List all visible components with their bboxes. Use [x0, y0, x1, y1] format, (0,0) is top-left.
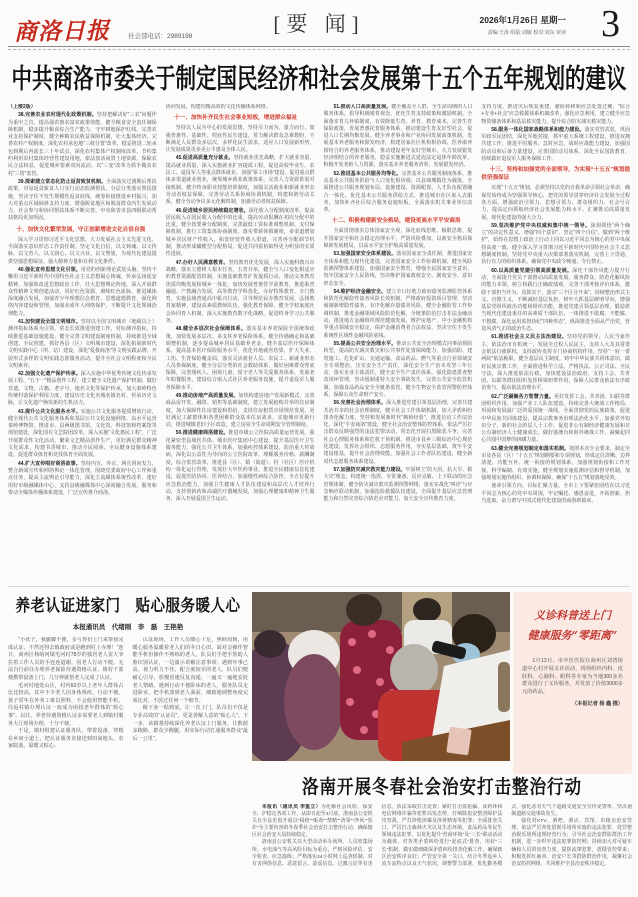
- article-column-2: [166, 104, 315, 584]
- security-byline: 本报讯（通讯员 李重立）: [261, 805, 321, 810]
- date-line: 2026年1月26日 星期一: [479, 15, 566, 25]
- numbered-item: 61.推进社会主义民主法治建设。坚持党的领导、人民当家作主、依法治市有机统一，发展全过程人民民主，支持人大及其常委会依法行使职权，支持政协发挥专门协商机构作用，坚持“一府一委两院”依法履职，健全基层民主制度，铸牢中华民族共同体意识，做好民族宗教工作，全面推进科学立法、严格执法、公正司法、全民守法，深入推进依法行政，加快建设法治政府，支持工会、共青团、妇联等群团组织发挥桥梁纽带作用，保障人民群众依法有序政治参与，提高依法治理水平。: [481, 334, 630, 392]
- numbered-item: 53.加强国家安全体系建设。落实国家安全责任制，推进国家安全体系和能力现代化建设，完善国家安全工作协调机制，健全风险监测预警体系建设，加强国家安全教育，增强全民国家安全意识，筑牢国家安全人民防线，坚决维护国家政权安全、制度安全、意识形态安全。: [323, 251, 473, 287]
- item-lead: 63.健全完善规划制定和落实机制。: [491, 445, 570, 452]
- masthead-rule-solid: [8, 46, 630, 47]
- item-lead: 41.加快建设全国文明城市。: [18, 319, 81, 326]
- item-lead: 55.提高公共安全治理水平。: [333, 340, 397, 347]
- item-lead: 56.完善社会治理体系。: [333, 400, 387, 407]
- numbered-item: 52.推进基本公共服务均等化。完善基本公共服务制度体系，推动基本公共服务供给与人口变化相协调，以县域城镇化为载体，全面推进公共服务规划布局、设施建设、资源配置、人才队伍配置融合一体化，优化基本公共服务供给方式，推进城市社区嵌入式服务，加快补齐社区综合服务设施短板，全面落实机关事业单位改革。: [323, 170, 473, 214]
- item-lead: 53.加强国家安全体系建设。: [333, 251, 397, 258]
- item-lead: 40.强化宣传思想文化引领。: [18, 266, 81, 273]
- bottom-section-divider: [8, 586, 630, 587]
- numbered-item: 46.促进城乡居民持续稳定增收。深化收入分配制度改革，提高居民收入在国民收入分配中的比重，提高劳动报酬在初次分配中的比重，健全按要素分配制度，完善最低工资标准调整机制、支付保障机制，推行工资集体协商制度，落实带薪休假制度，多渠道增加城乡居民财产性收入，拓宽经营性收入渠道，完善再分配调节机制，推动形成橄榄型分配格局，促进共同富裕取得更为明显的实质性进展。: [165, 207, 315, 258]
- paragraph: 协同发展，构建均衡高效的文化传播体系网络。: [165, 104, 271, 110]
- numbered-item: 47.办好人民满意教育。坚持教育优先发展，深入实施科教兴市战略，落实立德树人根本任务，五育并举，健全与人口变化相适应的教育资源配置机制，实施基础教育扩优提质行动，推动义务教育优质均衡发展和城乡一体化，加快发展普惠性学前教育，推进职普融通、产教融合发展，高等教育学科优化，办好特殊教育、专门教育，实施县域普通高中振兴行动，引导规范民办教育发展，弘扬教育家精神，建设高素质教师队伍，强化教育保障，健全学校家庭社会协同育人机制，深入实施教育数字化战略，促进终身学习公共服务。: [165, 259, 315, 325]
- numbered-item: 63.健全完善规划制定和落实机制。按照本次全会要求，制定全市及各县（区）“十五五”规划纲要和专项规划，形成定位清晰、边界清楚、功能互补、统一衔接的规划体系，加强规划衔接和工作对接，科学编制、有效实施，健全规划实施监测评估和督导机制，加强规划实施的组织、协调和保障，确保“十五五”规划落地见效。: [481, 445, 630, 481]
- paragraph: （上接2版）: [8, 104, 36, 110]
- numbered-item: 59.坚决维护党中央权威和集中统一领导。深刻领悟“两个确立”的决定性意义，增强“四个意识”、坚定“四个自信”、做到“两个维护”，始终在思想上政治上行动上同以习近平同志为核心的党中央保持高度一致，健全深入学习贯彻习近平新时代中国特色社会主义思想制度机制，坚持党中央重大决策部署落实机制，完善上下贯通、执行有力的组织体系，确保党中央政令畅通、令行禁止。: [481, 222, 630, 266]
- item-lead: 46.促进城乡居民持续稳定增收。: [175, 207, 249, 214]
- staff-credits: 责编:王涛 组版:刘敏 校对:刘东 审读: [487, 30, 566, 36]
- care-paragraph: 认证现场，工作人员细心十足，照顾周到，用暖心服务温暖着老人们的冬日心田。面对会操作智能手机但操作不熟练的老人，队员们手把手帮助人脸识别认证，一边演示讲解注意事项；遇到年事已高、视力听力不佳、配合度较差的老人，队员们便耐心引导、放慢语速反复沟通，一遍又一遍地安抚老人情绪。遇到行动不便卧床的老人，服务队员走进卧室，把手机凑到老人面前，细致地调整角度完成比对，不放过任何一个细节。: [132, 637, 248, 704]
- numbered-item: 48.健全多层次社会保障体系。落实基本养老保险全国统筹政策，加快发展多层次、多支柱养老保险体系，健全待遇确定和基础调整机制，逐步提高城乡居民基础养老金，健全基层医疗保障体系，提高基本医疗保险服务水平，优化异地就医结算，扩大失业、工伤、生育保险覆盖面，落实灵活就业人员、农民工、新就业形态人员参保制度，健全分层分类的社会救助体系，做好困难群众兜底保障，完善残疾人、困境儿童、留守老人等关爱服务体系，发展老年助餐服务，建设综合嵌入式社区养老服务设施，提升退役军人服务保障水平。: [165, 326, 315, 391]
- masthead-phone: 社会部电话：2989198: [128, 33, 193, 40]
- item-lead: 58.服务一体化国家战略体系和能力建设。: [491, 126, 585, 133]
- item-lead: 48.健全多层次社会保障体系。: [175, 326, 247, 333]
- item-lead: 57.加强防灾减灾救灾能力建设。: [333, 466, 406, 473]
- section-heading: 十二、积极构建新安全格局，建设更高水平平安商洛: [331, 218, 461, 225]
- paragraph: 实现“十五五”规划，必须坚持以党的自我革命引领社会革命，确保党始终成为坚强领导核心，把党的领导贯穿经济社会发展全过程各方面，增强政治引领力、思想引领力、群众组织力、社会号召力，提高定向领航经济社会发展能力和水平，汇聚推动高质量发展、现代化建设的强大合力。: [481, 185, 630, 221]
- numbered-item: 56.完善社会治理体系。深入推进党建引领基层治理，完善共建共治共享的社会治理制度，健全社会工作体制机制，加大矛盾纠纷排查化解力度，坚持和发展新时代“枫桥经验”，推进信访工作法治化，深化“平安商洛”建设，健全社会治安整体防控体系，依法严厉打击群众反映强烈的违法犯罪活动，常态化开展扫黑除恶斗争，完善社会心理服务体系和危机干预机制，推进市县乡三级综治中心规范化建设，发挥社会组织、志愿服务作用，夯实基层基础，筑牢平安建设根基，提升社会治理效能，加强社会工作者队伍建设，健全新时代志愿服务体系建设。: [323, 400, 473, 465]
- main-headline: [6, 54, 632, 98]
- numbered-item: 60.以高质量党建引领高质量发展。深化干部作风能力提升行动，全面提升党员干部推动高质量发展、服务群众、防范化解风险的能力本领，树立和践行正确政绩观，完善干部考核评价体系，激励干部担当作为、真抓实干，落实“三个区分开来”，持续整治形式主义、官僚主义，不断减轻基层负担，树牢大抓基层鲜明导向，增强基层党组织政治功能和组织功能，推进党建引领基层治理，锻造堪当现代化建设重任的高素质干部队伍，一体推进不敢腐、不能腐、不想腐，深化运用监督执纪“四种形态”，纵深推进全面从严治党，营造风清气正的政治生态。: [481, 267, 630, 333]
- item-lead: 59.坚决维护党中央权威和集中统一领导。: [491, 222, 591, 229]
- caption-credit: （本报记者 杨 鑫 摄）: [571, 700, 623, 707]
- item-lead: 50.推进健康商洛建设。: [175, 430, 229, 437]
- numbered-item: 42.加强文化遗产保护传承。深入实施中华优秀传统文化传承发展工程、“五个一”精品创作工程，建立健全文化遗产保护机制，做好非遗、文物、古籍、老字号、地名文化等保护传承，加大秦岭特色传统村落保护利用力度，建设历史文化名城名镇名村，传承历史文脉，让文化遗产焕发新的生机活力。: [8, 371, 157, 407]
- caption-title: [522, 606, 623, 646]
- security-paragraph: 洛南县公安机关以大型活动举办场所、人员密集场所、水电油气等高风险目标为重点，严格风险评估、安全检查、应急演练；严格落实24小时网上巡查机制，对有害网络信息、恶意留言、造谣信息、过激言论等有害信息，依法采取打击处置；紧盯打击盗抢骗、食药环和电信网络诈骗等犯罪高发态势，打响除患安整清障护法攻坚战，严打涉枪涉爆及涉黄赌毒等犯罪；全面排查关口，严厉打击森林火灾以及生态环境、食品药品等民生领域违法犯罪，以优化提升“营商环境”及“三长”联动活动为载体，对各类矛盾纠纷进行“起底式”排查，用好“三长”机制，做实做细做深矛盾纠纷排查化解工作，确保辖区治安秩序良好；严管安全第一关口，结合冬季返乡人流车流特点以及天气状况，调整警力部署，优化勤务模式，强化恶劣天气下道路交通安全宣传见警率，坚决遏制道路交通事故发生。: [252, 805, 632, 867]
- care-article-title: 养老认证进家门 贴心服务暖人心: [15, 597, 241, 616]
- numbered-item: 58.服务一体化国家战略体系和能力建设。落实党管武装，巩固军政军民团结，深化军地对接，抓牢重大系统工程建设，推进双拥共建工作，推进平时服务、急时应急、战时应战能力建设，加强国防动员和后备力量建设，完善国防动员体系，深化全民国防教育，持续做好退役军人服务保障工作。: [481, 126, 630, 163]
- care-paragraph: 于是，镇村组建认证服务队，带着设备、穿梭在乡间小道上，把认证服务直接送到田间地头、农家院落，温暖又贴心。: [8, 728, 124, 750]
- masthead-rule-dashed: [8, 49, 630, 50]
- caption-text: 1月13日，市中医医院在商州区刘湾街道中心村开展义诊活动，现场组织内科、皮肤科、心脑科、眼科等专家为当地300多名群众进行了义诊服务，并发放了价值3000多元的药品。: [522, 658, 623, 696]
- numbered-item: 50.推进健康商洛建设。推进市级公立医院高质量运营发展，强化紧密型县域医共体、城市医疗集团中心建设，提升基层医疗卫生服务能力，强化公共卫生体系，加强疾控体系建设，防治重大传染病，深化以公益性为导向的公立医院改革，理顺服务价格、薪酬制度，综合监管改革，推进县（区）、镇（街道）、村（社区）医疗机构一体化运行管理，发展壮大中医药事业，推进全民健康信息化建设，促进医防协同、医养结合，加强慢性病综合防控，全方位提升应急救治能力，加强卫生健康人才队伍建设和高层次人才培养行动，支持创新药和高端医疗器械发展，加强心理健康和精神卫生服务，深入开展爱国卫生运动。: [165, 430, 315, 503]
- paragraph: 坚持以人民为中心的发展思想，坚持尽力而为、量力而行，加强普惠性、基础性、兜底性民生建设，着力解决群众急难愁盼，不断满足人民群众多层次、多样化民生需求，适应人口发展新形势，让发展成果更多更公平惠及全体人民。: [165, 125, 315, 154]
- item-lead: 61.推进社会主义民主法治建设。: [491, 334, 567, 341]
- care-paragraph: 俯下身一贴到底，让一次上门，队员们不仅是专业高效的“认证员”，更是善解人意的“贴心人”。下一步，该镇将持续深化养老认证上门服务，让数据多跑路、群众少跑腿，用实际行动打通服务群众“最后一公里”。: [132, 705, 248, 742]
- item-lead: 51.推动人口高质量发展。: [333, 104, 392, 110]
- numbered-item: 54.维护经济金融安全。建立全口径地方政府债务监测监管体系和防范化解隐性债务风险长效机制，严格政府投资项目管理，坚决遏制新增隐性债务，有序化解存量债务风险，健全金融监管工作协调机制，推进金融领域风险防范化解，全链条防范打击非法金融活动，推进地方金融组织规范健康发展，维护房地产、中小金融机构等重点领域安全稳定，保护金融消费者合法权益，坚决守住不发生系统性区域性金融风险底线。: [323, 288, 473, 339]
- numbered-item: 38.完善农业农村现代化政策机制。坚持把解决好“三农”问题作为重中之首，提高强农惠农富农政策效能，健全粮食安全责任制保障机制，稳步提升粮食综合生产能力，守牢耕地保护红线。完善农业支持保护制度，健全种粮农民收益保障机制，壮大集体经济。完善农村产权制度，深化农村承包地“三权分置”改革，稳妥推进二轮承包到期后再延长三十年试点，深化农村集体产权制度改革，节约集约利用农村集体经营性建设用地，依法盘活闲置土地资源，保障农民合法权益，促进城乡要素双向流动。以“三变”改革为抓手做实农村“三资”监管。: [8, 112, 157, 177]
- page-number: 3: [601, 3, 620, 45]
- item-lead: 38.完善农业农村现代化政策机制。: [18, 112, 97, 119]
- numbered-item: 51.推动人口高质量发展。健全覆盖全人群、全生命周期的人口服务体系，倡导积极婚育观念，优化生育支持政策和激励机制，全面落实育儿补贴制度，有效降低生育、养育、教育成本，完善生育保险政策，发展普惠托育服务体系，推动建设生育友好型社会，促进人口长期均衡发展。健全养老事业和产业协同发展政策机制，发展基本养老服务和银发经济，构建居家社区机构相协调、医养康养相结合的养老服务体系，推动建设老年友好型城市，大力发展银发经济相结合的养老服务，稳妥实施渐进式延迟法定退休年龄改革，积极开发老龄人力资源，落实基本养老服务清单，发展银发经济。: [323, 104, 473, 169]
- item-lead: 52.推进基本公共服务均等化。: [333, 170, 402, 177]
- security-paragraph: 本报讯（通讯员 李重立）为化解社会风险，保安全、护稳定各项工作，从即日起至3月底，洛南县公安机关在全县范围开展以“缉枪”“贩毒”“禁赌”“清零”“净风”“惩诈”为主要内容的冬春季社会治安打击整治行动，确保辖区社会治安大局持续稳定。: [252, 805, 373, 839]
- item-lead: 60.以高质量党建引领高质量发展。: [491, 267, 573, 274]
- item-lead: 47.办好人民满意教育。: [175, 259, 229, 266]
- section-title: [要 闻]: [273, 12, 365, 36]
- section-heading: 十三、坚持和加强党的全面领导，为实现“十五五”规划提供坚强保证: [481, 167, 630, 182]
- news-photo: [252, 592, 510, 761]
- article-column-4: [481, 104, 630, 584]
- paragraph: 深入学习贯彻习近平文化思想，大力发展社会主义先进文化，全面落实意识形态工作责任制，坚定文化自信，以文铸魂、以文传脉、以文育人、以文润心、以文兴业、以文塑旅，为现代化建设提供坚强思想保证、强大精神力量和有利文化条件。: [8, 236, 157, 265]
- masthead: [0, 0, 638, 46]
- paragraph: 支持力度，推进灾后恢复重建，避险转移和应急处置过硬，“综合+专业+社会”应急救援体系机制改革，强化应急利用，建立健全应急物资储备体系和基层救灾能力，提升综合防灾减灾救灾能力。: [481, 104, 630, 125]
- caption-title-line2: 健康服务“零距离”: [527, 629, 618, 642]
- care-article: [8, 594, 248, 890]
- numbered-item: 49.推动房地产高质量发展。加快构建房地产发展新模式，完善商品房开发、融资、销售等基础制度，建立发展租购并举的住房制度，加大保障性住房建设和供给，支持住房租赁市场规范发展，更好满足工薪群体和各类困难群众基本住房需求，实施城市更新行动，推进城镇老旧小区改造，建立房屋全生命周期安全管理制度。: [165, 392, 315, 429]
- numbered-item: 57.加强防灾减灾救灾能力建设。牢固树立“防大汛、抗大旱、救大灾”理念，构建统一指挥、专常兼备、反应灵敏、上下联动的应急管理体制，健全防灾减灾救灾监测预警网络，落实实战化“叫应”与应急响应联动机制，加强抢险救援队伍建设，全面提升基层应急管理能力和自然灾害综合防范应对能力，加大安全宣传教育力度。: [323, 466, 473, 503]
- caption-title-line1: 义诊科普送上门: [534, 609, 611, 622]
- security-article: [252, 773, 632, 891]
- paragraph: 使命引领方向，目标汇聚力量。全市上下要紧密团结在以习近平同志为核心的党中央周围，牢记嘱托、感恩奋进，开拓创新、担当进取，奋力谱写中国式现代化建设的商洛新篇章。: [481, 483, 630, 504]
- care-article-body: [8, 637, 248, 887]
- item-lead: 49.推动房地产高质量发展。: [175, 392, 239, 399]
- security-article-title: 洛南开展冬春社会治安打击整治行动: [302, 776, 582, 798]
- numbered-item: 44.扩大宣传唱好商洛故事。坚持内宣、外宣、网宣同向发力，整合新闻宣传和网络舆论一体化管理，围绕党委政府中心工作和重点任务，提高主流舆论引导能力，深化主流媒体系统性改革，建好用好市级融媒体中心，支持县级融媒体中心深度融合发展，服务和带动全媒体传播体系建设，广泛宣传推介商洛。: [8, 460, 157, 496]
- numbered-item: 62.广泛凝聚各方智慧力量。更好发挥工会、共青团、妇联等群团组织作用，加强产业工人队伍建设，持续完善大统战工作格局，巩固和发展最广泛的爱国统一战线，全面贯彻党的民族政策，促进中华民族共同体建设，提高宗教事务治理法治化水平，加强党外知识分子、新的社会阶层人士工作，促进非公有制经济健康发展和非公有制经济人士健康成长，做好港澳台和海外统战工作，凝聚起同心共圆中国梦的磅礴力量。: [481, 393, 630, 444]
- item-lead: 43.提升公共文化服务水平。: [18, 408, 81, 415]
- main-headline-text: 中共商洛市委关于制定国民经济和社会发展第十五个五年规划的建议: [11, 64, 627, 95]
- care-article-byline: 本报通讯员 代绪刚 李 磊 王艳艳: [72, 624, 184, 631]
- care-paragraph: 毛河村地处山区，村内60岁以上老年人群体占比比较高，其中不少老人因身体残疾、行动不便，孩子常年在外务工难以照料，不会使用智能手机，往返村镇办理认证一度成为困扰老年群体的“烦心事”。以往，养老待遇资格认证多需要老人到镇村服务大厅现场办理，十分不便。: [8, 682, 124, 727]
- numbered-item: 43.提升公共文化服务水平。实施公共文化服务提质增效行动，健全现代公共文化服务体系和基层公共文化设施网络，高水平运营秦岭博物馆，推进市、县两级图书馆、文化馆、科技馆和档案馆等场馆建设，深化国有文艺院团改革，深入实施“文化惠民工程”，广泛开展群众性文化活动，繁荣文艺精品创作生产，更好满足群众精神文化需求，构建书香城市，推动全民阅读、全民健身设施体系建设，促进群众体育和竞技体育全面发展。: [8, 408, 157, 459]
- paragraph: 全面贯彻落实总体国家安全观，深化底线思维、极限思维，提升国家安全和社会稳定治理水平，严防风险叠加，以新安全格局保障新发展格局，以高水平安全护航高质量发展。: [323, 228, 473, 250]
- item-lead: 62.广泛凝聚各方智慧力量。: [491, 393, 555, 400]
- numbered-item: 55.提高公共安全治理水平。推动公共安全治理模式向事前预防转型，提高防灾减灾救灾和公共事件处置保障能力，加强消防、建筑施工、危化矿山、交通运输、食品药品、燃气等重点行业领域安全专项整治，压实安全生产责任，深化安全生产治本攻坚三年行动，落实企业主体责任，健全安全生产责任体系，强化隐患排查整改闭环管理，坚决遏制重特大安全事故发生，完善公共安全监管机制，加强食品药品安全全链条监管，健全生物安全监管预警防控体系，保障公众生命财产安全。: [323, 340, 473, 398]
- security-paragraph: 强化对KTV、酒吧、酒店、宾馆、出租房治安管理，依法严厉查处借娱乐场所实施的违法犯罪，处罚整治娱乐场所违规经营行为；引导社会治安群防群治工作机制，进一步织牢违法犯罪防控网；持续加大对可疑车辆和人员的盘查力度，提防流窜犯罪，震慑管控带来；积极发挥红袖章、治安户长等群防群治作用，凝聚社会治安防控网络，共同维护全县治安秩序稳定。: [511, 819, 632, 867]
- section-heading: 十一、加快补齐民生社会事业短板，增进群众福祉: [174, 115, 298, 122]
- article-column-3: [324, 104, 473, 584]
- care-paragraph: “小伙子，我腿脚不便，多亏你们上门来帮我完成认证，不然还得去镇政府或是跑到村上办理！”连日，商州区杨峪河镇毛河村78岁的独居老人雷大爷拉着工作人员的手连连道谢。因老人行动不便，无法自行前往办理养老保险待遇资格认证，镇村干部便携带设备上门，几分钟就帮老人完成了认证。: [8, 637, 124, 681]
- photo-caption-box: [513, 592, 632, 774]
- numbered-item: 41.加快建设全国文明城市。坚持以全国文明城市（地级以上）测评指标体系为引领，常态长效推进创建工作，对标测评指标，持续推进基础设施建设，健全完善文明建设制度机制，持续推进全域创建、全民创建，抓好各县（区）文明城市建设，深化拓展新时代文明实践中心（所、站）建设，深化“爱我商洛”等文明实践品牌，开展形式多样的文明实践志愿服务活动，提升全社会文明程度和全民文明素养。: [8, 319, 157, 369]
- section-heading: 十、加快文化繁荣发展，守正创新增进文化自信自强: [16, 226, 146, 233]
- numbered-item: 45.促进高质量充分就业。坚持就业优先战略，扩大就业容量，提高就业质量，深入实施就业扩容提质工程，促进高校毕业生、农民工、退役军人等重点群体就业，加强“零工市场”建设，促进重点群体多渠道就业创业，统筹城乡就业政策体系，完善人力资源供需对接机制，健全终身职业技能培训制度，加强灵活就业和新就业形态劳动者权益保障，完善劳动关系协商协调机制，构建和谐劳动关系，健全劳动争议多元化解机制，加强劳动者权益保障。: [165, 155, 315, 206]
- article-column-1: [8, 104, 157, 584]
- date-block: [480, 14, 566, 36]
- newspaper-logo: 商洛日报: [13, 17, 111, 46]
- item-lead: 54.维护经济金融安全。: [333, 288, 387, 295]
- numbered-item: 40.强化宣传思想文化引领。用党的创新理论武装头脑，坚持不懈用习近平新时代中国特色社会主义思想凝心铸魂，传承弘扬延安精神，加强和改进思想政治工作，壮大思想舆论阵地，深入开展群众性精神文明创建活动，用好红色资源，赓续红色血脉，推进媒体深度融合发展，加强青少年理想信念教育、思想道德教育，强化网络内容建设和管理，加强未成年人网络保护，不断提升文化领域治理能力。: [8, 266, 157, 317]
- security-article-body: [252, 804, 632, 891]
- numbered-item: 39.探索建立常态化防止返贫致贫机制。全面落实过渡期后帮扶政策，对易返贫致贫人口实行动态监测帮扶，分层分类落实帮扶措施，坚决守住不发生规模性返贫底线，统筹衔接推进乡村振兴，加大对重点区域倾斜支持力度，增强脱贫地区和脱贫群众内生发展动力，社会参与和协同帮扶体系不断完善，中央和省市县四级联动帮扶格局更加巩固。: [8, 178, 157, 222]
- item-lead: 44.扩大宣传唱好商洛故事。: [18, 460, 81, 467]
- main-article-columns: [8, 104, 630, 584]
- item-lead: 42.加强文化遗产保护传承。: [18, 371, 81, 378]
- item-lead: 39.探索建立常态化防止返贫致贫机制。: [18, 178, 107, 185]
- photo-illustration: [252, 592, 510, 761]
- item-lead: 45.促进高质量充分就业。: [175, 155, 234, 162]
